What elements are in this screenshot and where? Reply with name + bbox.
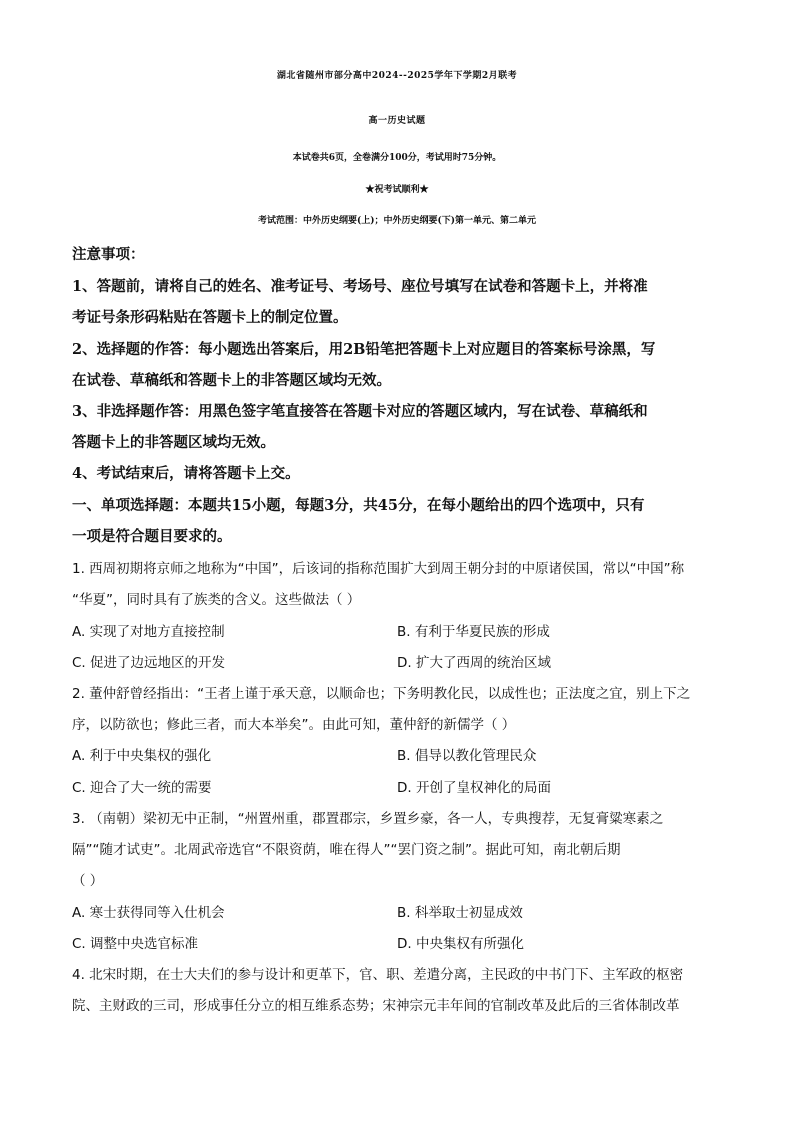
question-3-option-c: C. 调整中央选官标准 [72,936,199,952]
exam-blessing: ★祝考试顺利★ [365,185,429,195]
question-2-option-c: C. 迎合了大一统的需要 [72,780,212,796]
question-2-text: 序，以防欲也；修此三者，而大本举矣”。由此可知，董仲舒的新儒学（ ） [72,717,516,733]
question-3-text: 隔”“随才试吏”。北周武帝选官“不限资荫，唯在得人”“罢门资之制”。据此可知，南北朝后期 [72,842,621,858]
notes-line: 答题卡上的非答题区域均无效。 [72,434,275,451]
notes-line: 3、非选择题作答：用黑色签字笔直接答在答题卡对应的答题区域内，写在试卷、草稿纸和 [72,403,648,420]
question-3-option-b: B. 科举取士初显成效 [397,905,523,921]
question-1-option-a: A. 实现了对地方直接控制 [72,624,225,640]
question-1-option-c: C. 促进了边远地区的开发 [72,655,226,671]
question-2-option-b: B. 倡导以教化管理民众 [397,748,537,764]
notes-line: 考证号条形码粘贴在答题卡上的制定位置。 [72,309,348,326]
notes-heading: 注意事项： [72,246,145,263]
question-3-text: 3. （南朝）梁初无中正制，“州置州重，郡置郡宗，乡置乡豪，各一人，专典搜荐，无复膏粱寒素之 [72,811,664,827]
exam-scope: 考试范围：中外历史纲要(上)；中外历史纲要(下)第一单元、第二单元 [257,216,537,226]
notes-line: 4、考试结束后，请将答题卡上交。 [72,465,300,482]
notes-line: 在试卷、草稿纸和答题卡上的非答题区域均无效。 [72,372,391,389]
question-2-text: 2. 董仲舒曾经指出：“王者上谨于承天意，以顺命也；下务明教化民，以成性也；正法度之宜，别上下之 [72,686,691,702]
question-1-option-d: D. 扩大了西周的统治区域 [397,655,551,671]
notes-line: 2、选择题的作答：每小题选出答案后，用2B铅笔把答题卡上对应题目的答案标号涂黑，写 [72,341,656,358]
section-heading: 一、单项选择题：本题共15小题，每题3分，共45分，在每小题给出的四个选项中，只有 [72,497,645,514]
question-1-text: “华夏”，同时具有了族类的含义。这些做法（ ） [72,592,361,608]
notes-line: 1、答题前，请将自己的姓名、准考证号、考场号、座位号填写在试卷和答题卡上，并将准 [72,278,648,295]
question-4-text: 院、主财政的三司，形成事任分立的相互维系态势；宋神宗元丰年间的官制改革及此后的三省体制改革 [72,998,680,1014]
question-1-text: 1. 西周初期将京师之地称为“中国”，后该词的指称范围扩大到周王朝分封的中原诸侯国，常以“中国”称 [72,561,685,577]
question-1-option-b: B. 有利于华夏民族的形成 [397,624,550,640]
exam-subtitle: 高一历史试题 [368,116,426,126]
exam-title: 湖北省随州市部分高中2024--2025学年下学期2月联考 [276,71,518,81]
question-3-option-d: D. 中央集权有所强化 [397,936,524,952]
section-heading-cont: 一项是符合题目要求的。 [72,528,232,545]
question-2-option-d: D. 开创了皇权神化的局面 [397,780,551,796]
question-3-text: （ ） [72,873,104,889]
question-2-option-a: A. 利于中央集权的强化 [72,748,212,764]
question-4-text: 4. 北宋时期，在士大夫们的参与设计和更革下，官、职、差遣分离，主民政的中书门下、主军政的枢密 [72,967,684,983]
question-3-option-a: A. 寒士获得同等入仕机会 [72,905,225,921]
exam-info: 本试卷共6页，全卷满分100分，考试用时75分钟。 [292,153,502,163]
